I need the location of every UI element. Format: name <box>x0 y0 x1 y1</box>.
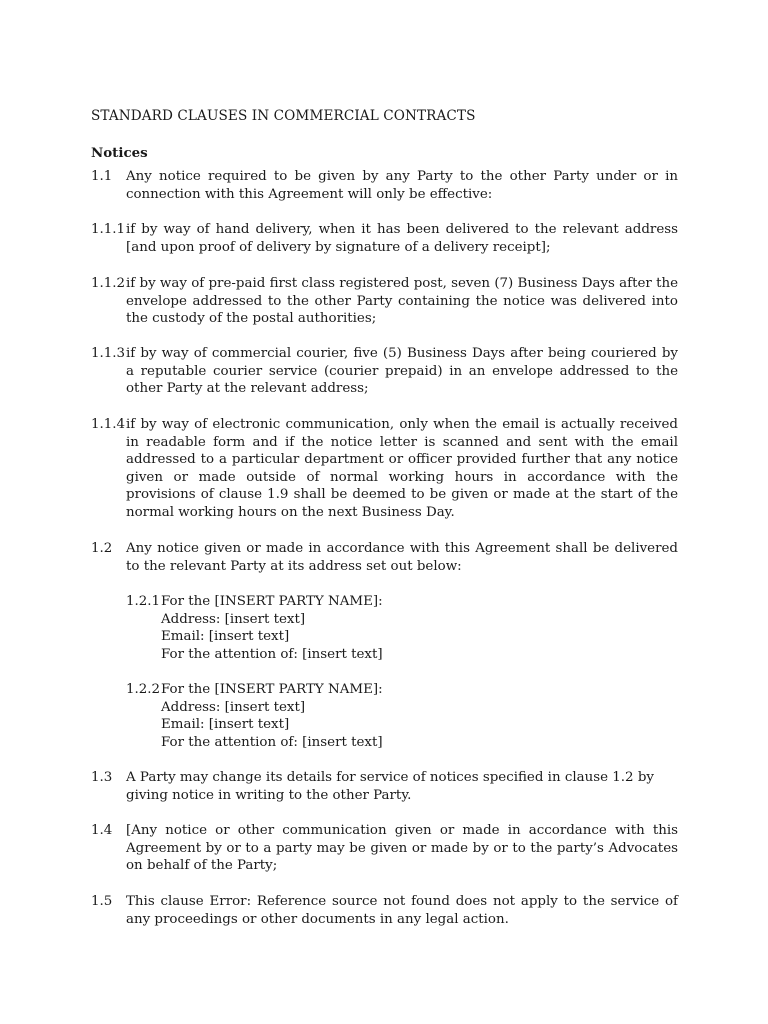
clause-number: 1.3 <box>91 770 113 785</box>
clause-number: 1.1 <box>91 169 113 184</box>
clause-text: Any notice required to be given by any Party to the other Party under or in connection with this Agreement will only be effective: <box>126 169 678 202</box>
party-attention: For the attention of: [insert text] <box>161 734 383 750</box>
clause-number: 1.1.4 <box>91 417 126 432</box>
clause-number: 1.1.2 <box>91 276 126 291</box>
clause-number: 1.2 <box>91 541 113 556</box>
clause-number: 1.4 <box>91 823 113 838</box>
clause-number: 1.2.2 <box>126 682 161 697</box>
clause-text: if by way of hand delivery, when it has been delivered to the relevant address [and upon proof of delivery by signature of a delivery receipt]; <box>126 222 678 255</box>
clause-text: if by way of electronic communication, only when the email is actually received in readable form and if the notice letter is scanned and sent with the email addressed to a particular department or officer provided further that any notice given or made outside of normal working hours in accordance with the provisions of clause 1.9 shall be deemed to be given or made at the start of the normal working hours on the next Business Day. <box>126 417 678 520</box>
party-email: Email: [insert text] <box>161 717 290 733</box>
party-address: Address: [insert text] <box>161 699 306 715</box>
party-attention: For the attention of: [insert text] <box>161 646 383 662</box>
clause-text: if by way of pre-paid first class registered post, seven (7) Business Days after the envelope addressed to the other Party containing the notice was delivered into the custody of the postal authorities; <box>126 276 678 327</box>
party-address: Address: [insert text] <box>161 611 306 627</box>
section-heading: Notices <box>91 145 148 161</box>
clause-number: 1.5 <box>91 894 113 909</box>
clause-text: A Party may change its details for service of notices specified in clause 1.2 by giving notice in writing to the other Party. <box>126 770 654 803</box>
clause-text: This clause Error: Reference source not found does not apply to the service of any proceedings or other documents in any legal action. <box>126 894 678 927</box>
clause-text: Any notice given or made in accordance with this Agreement shall be delivered to the relevant Party at its address set out below: <box>126 541 678 574</box>
clause-number: 1.1.1 <box>91 222 126 237</box>
clause-text: [Any notice or other communication given or made in accordance with this Agreement by or to a party may be given or made by or to the party’s Advocates on behalf of the Party; <box>126 823 678 874</box>
party-email: Email: [insert text] <box>161 629 290 645</box>
document-title: STANDARD CLAUSES IN COMMERCIAL CONTRACTS <box>91 108 476 124</box>
clause-text: if by way of commercial courier, five (5) Business Days after being couriered by a reputable courier service (courier prepaid) in an envelope addressed to the other Party at the relevant address; <box>126 346 678 397</box>
clause-number: 1.2.1 <box>126 594 161 609</box>
clause-number: 1.1.3 <box>91 346 126 361</box>
party-name-line: For the [INSERT PARTY NAME]: <box>161 594 383 609</box>
party-name-line: For the [INSERT PARTY NAME]: <box>161 682 383 697</box>
